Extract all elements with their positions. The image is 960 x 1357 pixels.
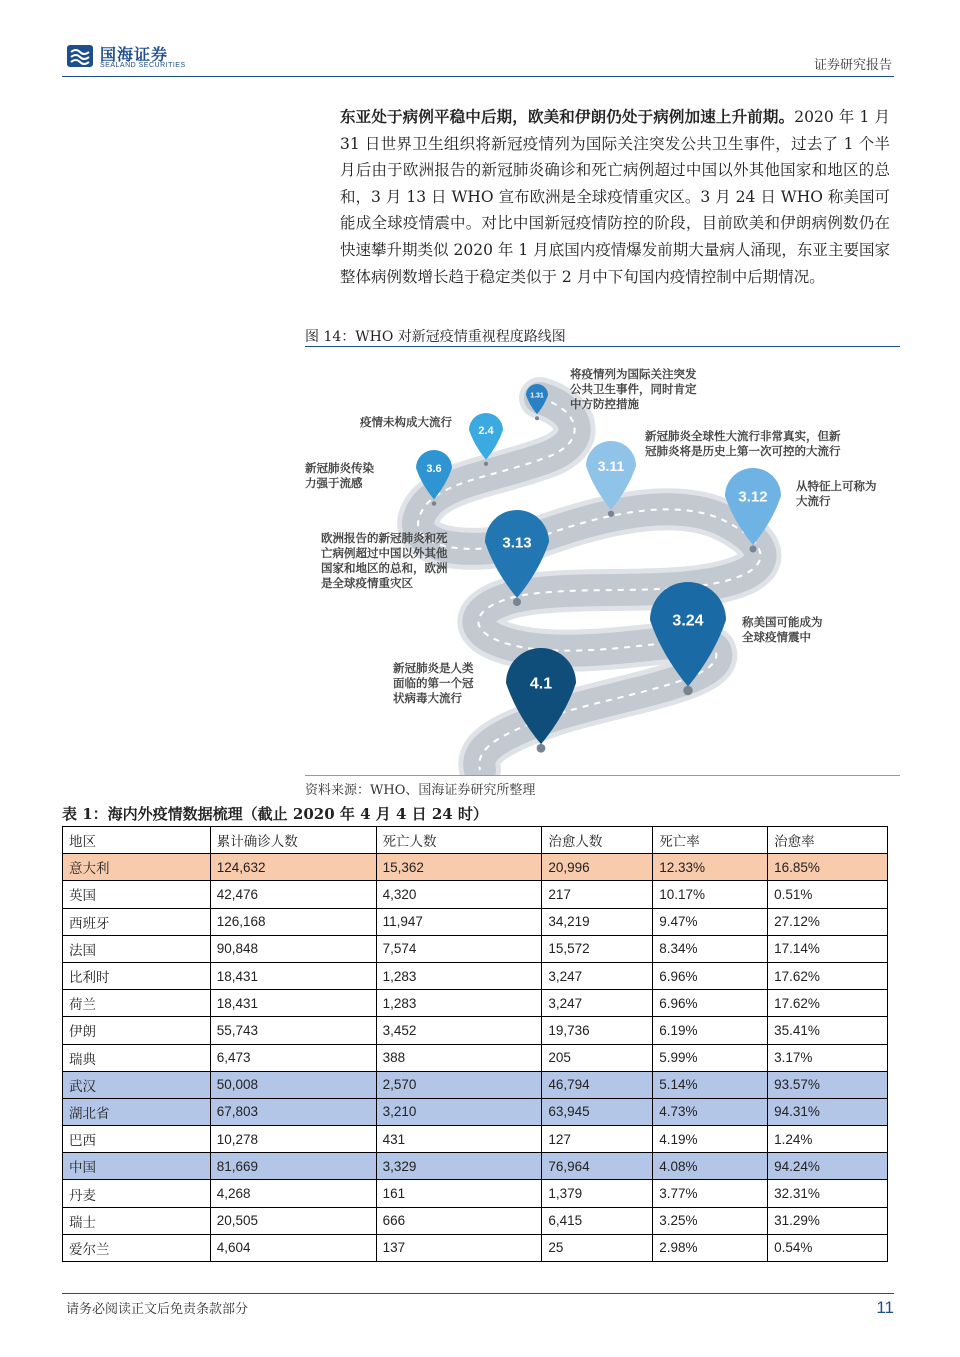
table-cell-confirmed: 4,268 [210,1180,376,1207]
disclaimer-note: 请务必阅读正文后免责条款部分 [66,1302,249,1317]
milestone-description-line: 国家和地区的总和，欧洲 [321,561,448,575]
pin-anchor-dot [484,462,488,466]
table-row [63,935,888,962]
table-cell-death-rate: 3.77% [653,1180,768,1207]
milestone-date-label: 1.31 [530,392,544,400]
milestone-description-line: 面临的第一个冠 [393,676,474,690]
table-cell-recovered: 217 [542,881,653,908]
table-cell-confirmed: 18,431 [210,962,376,989]
column-header: 治愈人数 [542,827,653,854]
pin-anchor-dot [683,686,693,696]
table-cell-deaths: 666 [376,1207,542,1234]
table-row [63,1207,888,1234]
table-cell-deaths: 3,210 [376,1098,542,1125]
table-row [63,854,888,881]
table-cell-region: 伊朗 [63,1017,211,1044]
table-cell-recovered: 46,794 [542,1071,653,1098]
table-cell-confirmed: 10,278 [210,1126,376,1153]
table-cell-death-rate: 5.99% [653,1044,768,1071]
table-cell-deaths: 388 [376,1044,542,1071]
table-cell-deaths: 4,320 [376,881,542,908]
table-cell-recovered: 3,247 [542,990,653,1017]
report-type: 证券研究报告 [813,58,892,73]
table-cell-confirmed: 55,743 [210,1017,376,1044]
source-rule [305,775,900,776]
table-header-row [63,827,888,854]
table-cell-confirmed: 124,632 [210,854,376,881]
table-row [63,1153,888,1180]
milestone-date-label: 3.13 [502,534,532,552]
table-cell-recovered: 34,219 [542,908,653,935]
milestone-description-line: 冠肺炎将是历史上第一次可控的大流行 [645,444,841,458]
table-cell-recovery-rate: 3.17% [768,1044,888,1071]
table-cell-recovery-rate: 1.24% [768,1126,888,1153]
table-cell-recovery-rate: 93.57% [768,1071,888,1098]
table-cell-recovery-rate: 35.41% [768,1017,888,1044]
milestone-description [645,429,841,458]
table-cell-region: 湖北省 [63,1098,211,1125]
table-row [63,990,888,1017]
pin-anchor-dot [513,598,521,606]
column-header: 地区 [63,827,211,854]
milestone-description-line: 从特征上可称为 [796,479,877,493]
table-cell-region: 丹麦 [63,1180,211,1207]
table-cell-recovery-rate: 32.31% [768,1180,888,1207]
table-cell-deaths: 431 [376,1126,542,1153]
table-cell-recovered: 25 [542,1234,653,1261]
milestone-date-label: 2.4 [478,424,494,437]
table-cell-deaths: 161 [376,1180,542,1207]
table-cell-region: 英国 [63,881,211,908]
pin-anchor-dot [750,546,757,553]
table-cell-death-rate: 2.98% [653,1234,768,1261]
table-row [63,1126,888,1153]
table-cell-deaths: 137 [376,1234,542,1261]
milestone-description-line: 公共卫生事件，同时肯定 [570,382,697,396]
table-cell-region: 巴西 [63,1126,211,1153]
pin-anchor-dot [608,511,614,517]
table-cell-death-rate: 5.14% [653,1071,768,1098]
milestone-description-line: 全球疫情震中 [742,630,811,644]
table-cell-region: 意大利 [63,854,211,881]
table-cell-confirmed: 18,431 [210,990,376,1017]
column-header: 死亡率 [653,827,768,854]
table-cell-recovered: 63,945 [542,1098,653,1125]
page-number: 11 [876,1298,894,1317]
column-header: 治愈率 [768,827,888,854]
table-cell-recovery-rate: 27.12% [768,908,888,935]
milestone-date-label: 3.24 [672,612,704,630]
milestone-description-line: 新冠肺炎是人类 [393,661,474,675]
table-cell-region: 瑞士 [63,1207,211,1234]
milestone-description-line: 亡病例超过中国以外其他 [321,546,448,560]
table-cell-death-rate: 10.17% [653,881,768,908]
table-cell-confirmed: 67,803 [210,1098,376,1125]
table-cell-confirmed: 90,848 [210,935,376,962]
table-cell-recovered: 6,415 [542,1207,653,1234]
table-cell-confirmed: 42,476 [210,881,376,908]
milestone-date-label: 3.6 [426,462,442,475]
table-cell-deaths: 11,947 [376,908,542,935]
body-paragraph [340,104,890,290]
table-cell-recovered: 76,964 [542,1153,653,1180]
footer-rule [62,1293,894,1294]
column-header: 死亡人数 [376,827,542,854]
table-row [63,881,888,908]
milestone-description-line: 欧洲报告的新冠肺炎和死 [321,531,448,545]
table-cell-confirmed: 50,008 [210,1071,376,1098]
table-cell-region: 武汉 [63,1071,211,1098]
table-cell-death-rate: 6.96% [653,990,768,1017]
table-cell-deaths: 3,329 [376,1153,542,1180]
milestone-description-line: 是全球疫情重灾区 [321,576,413,590]
table-cell-confirmed: 6,473 [210,1044,376,1071]
table-cell-region: 中国 [63,1153,211,1180]
table-cell-recovery-rate: 17.62% [768,962,888,989]
logo-chinese-name: 国海证券 [100,45,169,64]
table-cell-recovery-rate: 16.85% [768,854,888,881]
milestone-description-line: 新冠肺炎全球性大流行非常真实，但新 [645,429,841,443]
table-cell-deaths: 1,283 [376,962,542,989]
table-cell-recovered: 20,996 [542,854,653,881]
table-cell-recovery-rate: 94.31% [768,1098,888,1125]
table-cell-region: 荷兰 [63,990,211,1017]
who-roadmap-figure [305,350,900,775]
table-cell-deaths: 2,570 [376,1071,542,1098]
milestone-description-line: 状病毒大流行 [393,691,462,705]
pin-anchor-dot [537,744,546,753]
table-cell-region: 西班牙 [63,908,211,935]
column-header: 累计确诊人数 [210,827,376,854]
table-cell-recovery-rate: 31.29% [768,1207,888,1234]
table-cell-recovery-rate: 17.14% [768,935,888,962]
milestone-description-line: 力强于流感 [305,476,363,490]
milestone-description [321,531,448,590]
milestone-description [305,461,374,490]
page-header [62,40,894,77]
milestone-description [796,479,877,508]
table-cell-confirmed: 126,168 [210,908,376,935]
milestone-description-line: 新冠肺炎传染 [305,461,374,475]
table-cell-recovery-rate: 0.54% [768,1234,888,1261]
table-cell-recovery-rate: 94.24% [768,1153,888,1180]
table-cell-recovered: 1,379 [542,1180,653,1207]
table-cell-death-rate: 4.73% [653,1098,768,1125]
table-cell-confirmed: 20,505 [210,1207,376,1234]
table-row [63,1234,888,1261]
table-cell-confirmed: 4,604 [210,1234,376,1261]
figure-title: 图 14：WHO 对新冠疫情重视程度路线图 [305,329,566,345]
table-cell-death-rate: 8.34% [653,935,768,962]
epidemic-data-table [62,826,888,1262]
table-row [63,962,888,989]
table-cell-recovery-rate: 17.62% [768,990,888,1017]
milestone-date-label: 4.1 [529,675,553,693]
milestone-date-label: 3.12 [738,488,768,506]
table-cell-recovered: 3,247 [542,962,653,989]
figure-title-rule [305,346,900,347]
milestone-description [359,415,452,429]
sealand-logo-icon [66,42,94,70]
milestone-description-line: 疫情未构成大流行 [360,415,452,429]
table-row [63,1098,888,1125]
table-row [63,1017,888,1044]
figure-source: 资料来源：WHO、国海证券研究所整理 [305,783,536,798]
table-title: 表 1：海内外疫情数据梳理（截止 2020 年 4 月 4 日 24 时） [62,805,488,823]
milestone-description-line: 称美国可能成为 [742,615,823,629]
table-cell-region: 爱尔兰 [63,1234,211,1261]
milestone-description [570,367,697,411]
milestone-description-line: 大流行 [796,494,831,508]
table-cell-confirmed: 81,669 [210,1153,376,1180]
table-cell-death-rate: 4.08% [653,1153,768,1180]
paragraph-lead: 东亚处于病例平稳中后期，欧美和伊朗仍处于病例加速上升前期。 [340,107,795,126]
table-cell-deaths: 7,574 [376,935,542,962]
pin-anchor-dot [432,501,437,506]
table-cell-region: 法国 [63,935,211,962]
table-cell-recovered: 205 [542,1044,653,1071]
table-row [63,1071,888,1098]
milestone-description-line: 中方防控措施 [570,397,639,411]
milestone-date-label: 3.11 [597,457,625,474]
table-cell-deaths: 3,452 [376,1017,542,1044]
table-cell-death-rate: 4.19% [653,1126,768,1153]
table-cell-recovered: 127 [542,1126,653,1153]
milestone-description [741,615,823,644]
table-cell-deaths: 15,362 [376,854,542,881]
table-cell-death-rate: 6.96% [653,962,768,989]
table-cell-death-rate: 3.25% [653,1207,768,1234]
paragraph-body: 2020 年 1 月 31 日世界卫生组织将新冠疫情列为国际关注突发公共卫生事件，过去了 1 个半月后由于欧洲报告的新冠肺炎确诊和死亡病例超过中国以外其他国家和地区的总和，3 月 13 日 WHO 宣布欧洲是全球疫情重灾区。3 月 24 日 WHO 称美国可能成全球疫情震中。对比中国新冠疫情防控的阶段，目前欧美和伊朗病例数仍在快速攀升期类似 2020 年 1 月底国内疫情爆发前期大量病人涌现，东亚主要国家整体病例数增长趋于稳定类似于 2 月中下旬国内疫情控制中后期情况。 [340,108,890,286]
table-cell-death-rate: 6.19% [653,1017,768,1044]
table-cell-death-rate: 12.33% [653,854,768,881]
table-cell-region: 比利时 [63,962,211,989]
table-cell-death-rate: 9.47% [653,908,768,935]
table-row [63,1180,888,1207]
logo-english-name: SEALAND SECURITIES [100,62,186,69]
table-cell-deaths: 1,283 [376,990,542,1017]
table-cell-recovery-rate: 0.51% [768,881,888,908]
table-cell-recovered: 15,572 [542,935,653,962]
table-row [63,1044,888,1071]
pin-anchor-dot [535,416,539,420]
table-row [63,908,888,935]
table-cell-region: 瑞典 [63,1044,211,1071]
milestone-description-line: 将疫情列为国际关注突发 [570,367,697,381]
milestone-description [393,661,474,705]
table-cell-recovered: 19,736 [542,1017,653,1044]
